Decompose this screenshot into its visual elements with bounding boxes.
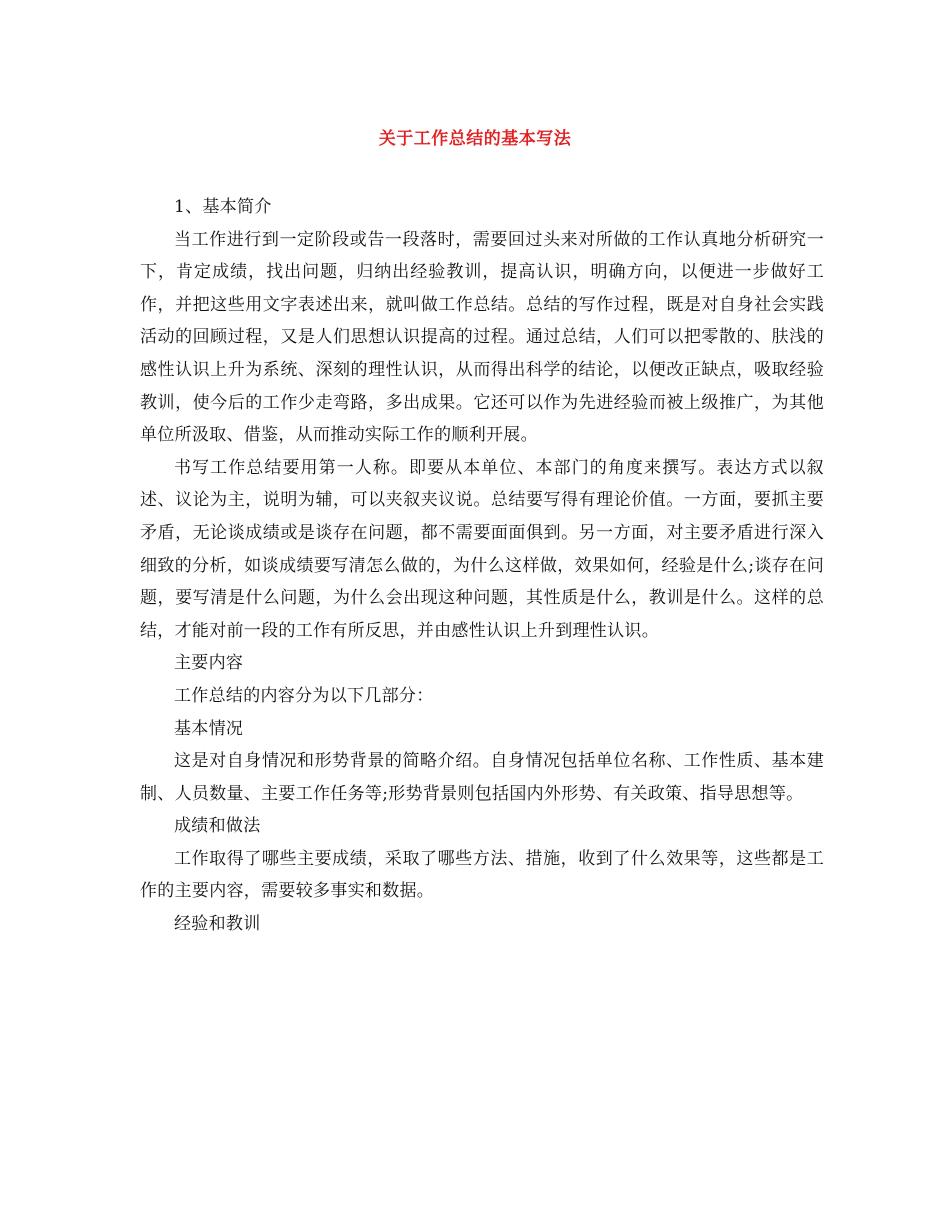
document-title: 关于工作总结的基本写法 (378, 129, 572, 149)
paragraph-basic-situation: 这是对自身情况和形势背景的简略介绍。自身情况包括单位名称、工作性质、基本建制、人员数量、主要工作任务等;形势背景则包括国内外形势、有关政策、指导思想等。 (140, 751, 824, 804)
paragraph-lessons-heading: 经验和教训 (174, 914, 261, 935)
paragraph-intro: 当工作进行到一定阶段或告一段落时，需要回过头来对所做的工作认真地分析研究一下，肯定成绩，找出问题，归纳出经验教训，提高认识，明确方向，以便进一步做好工作，并把这些用文字表述出来，就叫做工作总结。总结的写作过程，既是对自身社会实践活动的回顾过程，又是人们思想认识提高的过程。通过总结，人们可以把零散的、肤浅的感性认识上升为系统、深刻的理性认识，从而得出科学的结论，以便改正缺点，吸取经验教训，使今后的工作少走弯路，多出成果。它还可以作为先进经验而被上级推广，为其他单位所汲取、借鉴，从而推动实际工作的顺利开展。 (140, 229, 824, 446)
paragraph-achievements: 工作取得了哪些主要成绩，采取了哪些方法、措施，收到了什么效果等，这些都是工作的主要内容，需要较多事实和数据。 (140, 848, 824, 902)
paragraph-basic-situation-heading: 基本情况 (174, 718, 244, 739)
paragraph-main-content-heading: 主要内容 (174, 653, 244, 674)
paragraph-basic-intro-heading: 1、基本简介 (174, 197, 272, 217)
document-body (140, 191, 824, 941)
paragraph-content-parts: 工作总结的内容分为以下几部分： (174, 685, 434, 706)
paragraph-achievements-heading: 成绩和做法 (174, 816, 261, 837)
paragraph-writing-person: 书写工作总结要用第一人称。即要从本单位、本部门的角度来撰写。表达方式以叙述、议论为主，说明为辅，可以夹叙夹议说。总结要写得有理论价值。一方面，要抓主要矛盾，无论谈成绩或是谈存在问题，都不需要面面俱到。另一方面，对主要矛盾进行深入细致的分析，如谈成绩要写清怎么做的，为什么这样做，效果如何，经验是什么;谈存在问题，要写清是什么问题，为什么会出现这种问题，其性质是什么，教训是什么。这样的总结，才能对前一段的工作有所反思，并由感性认识上升到理性认识。 (140, 457, 824, 641)
